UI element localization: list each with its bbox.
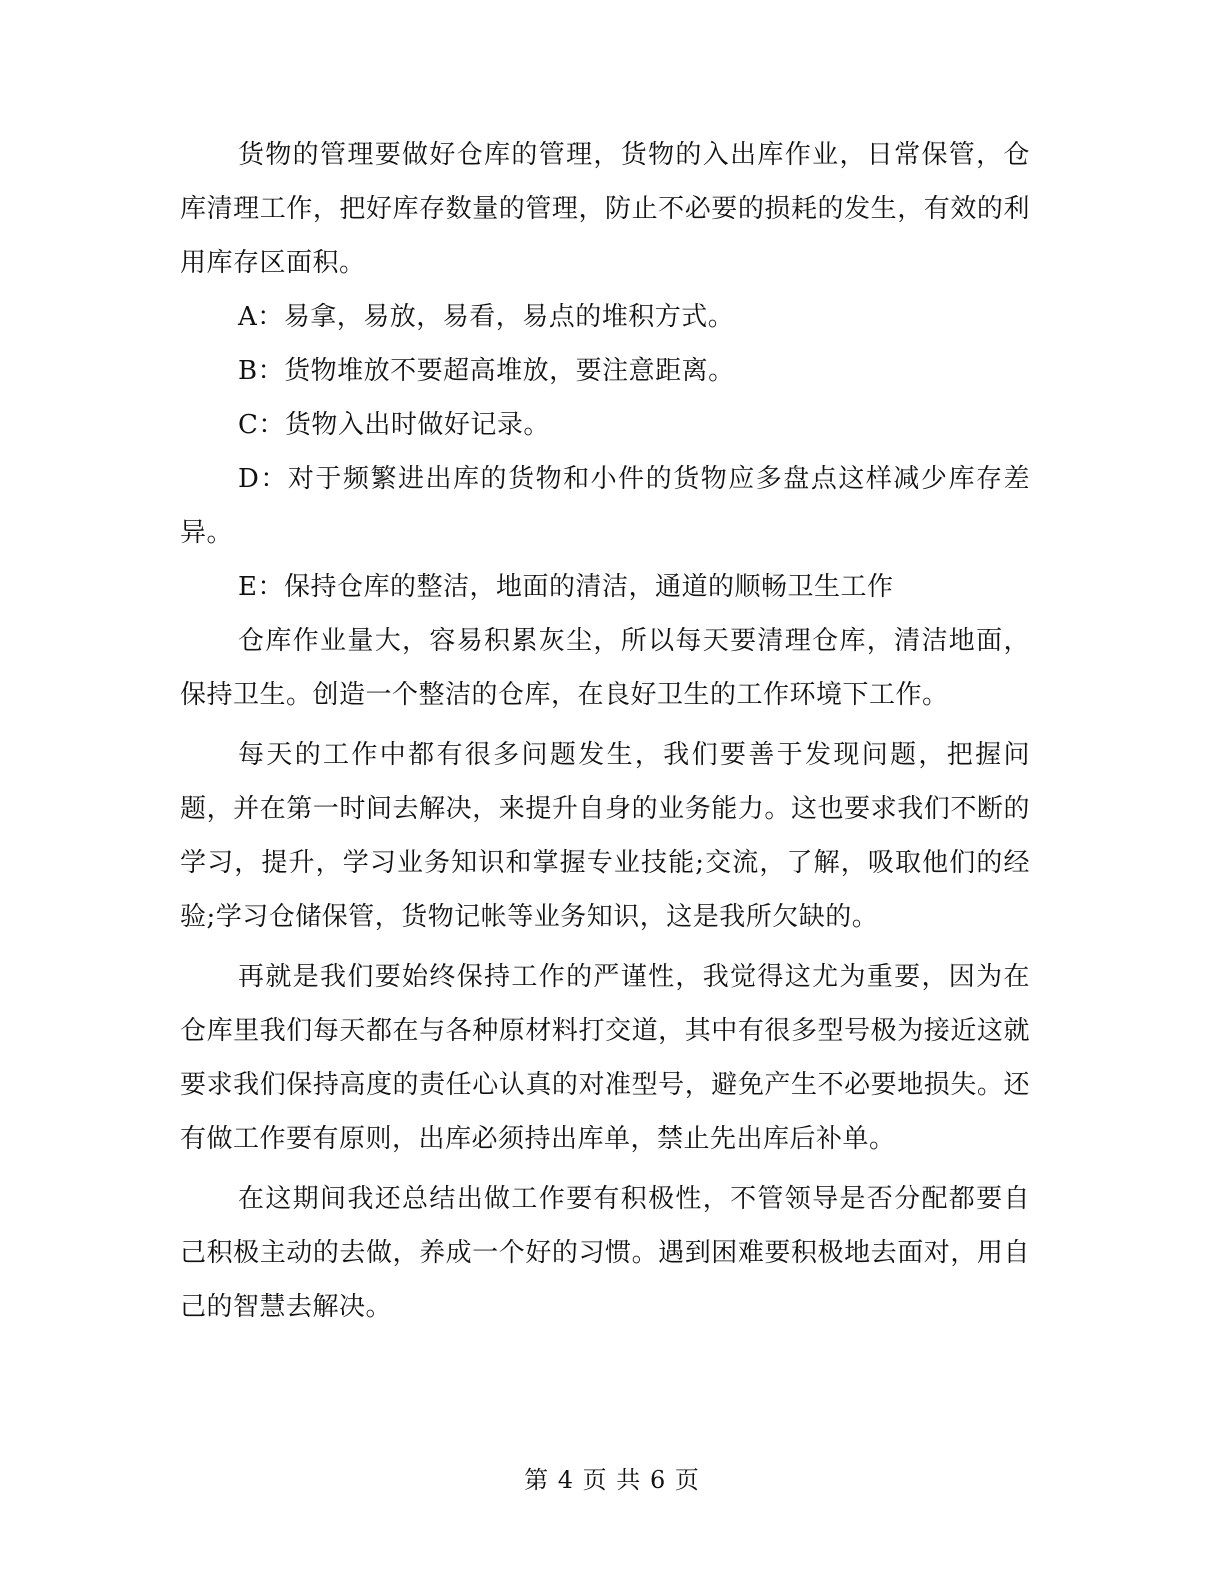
list-item-a: A：易拿，易放，易看，易点的堆积方式。 [238, 302, 735, 332]
paragraph-initiative: 在这期间我还总结出做工作要有积极性，不管领导是否分配都要自己积极主动的去做，养成一个好的习惯。遇到困难要积极地去面对，用自己的智慧去解决。 [180, 1184, 1030, 1322]
paragraph-intro: 货物的管理要做好仓库的管理，货物的入出库作业，日常保管，仓库清理工作，把好库存数量的管理，防止不必要的损耗的发生，有效的利用库存区面积。 [180, 140, 1030, 278]
paragraph-rigor: 再就是我们要始终保持工作的严谨性，我觉得这尤为重要，因为在仓库里我们每天都在与各种原材料打交道，其中有很多型号极为接近这就要求我们保持高度的责任心认真的对准型号，避免产生不必要地损失。还有做工作要有原则，出库必须持出库单，禁止先出库后补单。 [180, 962, 1030, 1154]
list-item-e: E：保持仓库的整洁，地面的清洁，通道的顺畅卫生工作 [238, 572, 894, 602]
page-number-footer: 第 4 页 共 6 页 [524, 1466, 700, 1494]
document-body [180, 128, 1030, 1334]
paragraph-hygiene: 仓库作业量大，容易积累灰尘，所以每天要清理仓库，清洁地面，保持卫生。创造一个整洁的仓库，在良好卫生的工作环境下工作。 [180, 626, 1030, 710]
list-item-c: C：货物入出时做好记录。 [238, 410, 550, 440]
paragraph-problems: 每天的工作中都有很多问题发生，我们要善于发现问题，把握问题，并在第一时间去解决，来提升自身的业务能力。这也要求我们不断的学习，提升，学习业务知识和掌握专业技能;交流，了解，吸取他们的经验;学习仓储保管，货物记帐等业务知识，这是我所欠缺的。 [180, 740, 1030, 932]
list-item-b: B：货物堆放不要超高堆放，要注意距离。 [238, 356, 735, 386]
list-item-d: D：对于频繁进出库的货物和小件的货物应多盘点这样减少库存差异。 [180, 464, 1030, 548]
